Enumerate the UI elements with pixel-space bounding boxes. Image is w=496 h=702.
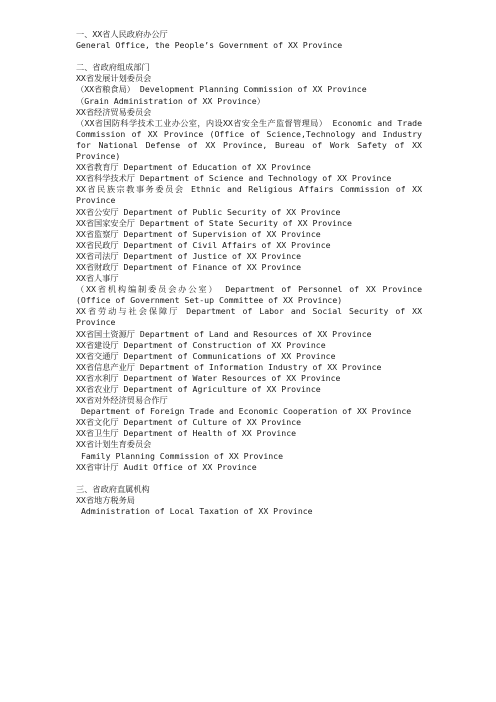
entry-line: XX省水利厅 Department of Water Resources of XX Province (76, 372, 341, 383)
entry-line: XX省教育厅 Department of Education of XX Province (76, 162, 311, 173)
section-heading: 三、省政府直属机构 (76, 483, 150, 494)
entry-line: XX省地方税务局 (76, 494, 135, 505)
entry-line: XX省计划生育委员会 (76, 439, 152, 450)
section-gap (76, 473, 422, 484)
entry-line: （Grain Administration of XX Province） (76, 95, 265, 106)
entry-line: Family Planning Commission of XX Province (76, 450, 284, 461)
entry-line: Administration of Local Taxation of XX Province (76, 506, 313, 517)
entry-line: XX省交通厅 Department of Communications of XX Province (76, 350, 336, 361)
entry-line: XX省司法厅 Department of Justice of XX Province (76, 250, 301, 261)
entry-line: XX省对外经济贸易合作厅 (76, 395, 168, 406)
entry-line: （XX省国防科学技术工业办公室，内设XX省安全生产监督管理局） Economic and Trade Commission of XX Province (Office of Science,Technology and Industry for National Defense of XX Province, Bureau of Work Safety of XX Province) (76, 117, 427, 162)
section-2 (76, 62, 427, 472)
entry-line: XX省信息产业厅 Department of Information Industry of XX Province (76, 361, 382, 372)
section-1 (76, 29, 422, 51)
entry-line: XX省科学技术厅 Department of Science and Technology of XX Province (76, 173, 392, 184)
entry-line: XX省经济贸易委员会 (76, 106, 152, 117)
entry-line: General Office, the People’s Government of XX Province (76, 40, 343, 51)
entry-line: （XX省机构编制委员会办公室） Department of Personnel of XX Province (Office of Government Set-up Committee of XX Province) (76, 284, 427, 306)
entry-line: XX省劳动与社会保障厅 Department of Labor and Social Security of XX Province (76, 306, 427, 328)
section-heading: 二、省政府组成部门 (76, 62, 150, 73)
entry-line: XX省民族宗教事务委员会 Ethnic and Religious Affairs Commission of XX Province (76, 184, 427, 206)
entry-line: Department of Foreign Trade and Economic Cooperation of XX Province (76, 406, 412, 417)
entry-line: XX省国土资源厅 Department of Land and Resources of XX Province (76, 328, 372, 339)
entry-line: XX省建设厅 Department of Construction of XX Province (76, 339, 326, 350)
entry-line: XX省文化厅 Department of Culture of XX Province (76, 417, 301, 428)
document-page (76, 29, 427, 517)
entry-line: XX省国家安全厅 Department of State Security of XX Province (76, 217, 352, 228)
entry-line: XX省农业厅 Department of Agriculture of XX Province (76, 384, 321, 394)
entry-line: XX省发展计划委员会 (76, 73, 152, 84)
section-heading: 一、XX省人民政府办公厅 (76, 29, 168, 39)
entry-line: XX省公安厅 Department of Public Security of XX Province (76, 206, 341, 217)
entry-line: （XX省粮食局） Development Planning Commission of XX Province (76, 84, 367, 95)
entry-line: XX省人事厅 (76, 273, 119, 284)
entry-line: XX省卫生厅 Department of Health of XX Province (76, 428, 297, 439)
entry-line: XX省民政厅 Department of Civil Affairs of XX Province (76, 239, 331, 250)
entry-line: XX省审计厅 Audit Office of XX Province (76, 461, 257, 472)
entry-line: XX省财政厅 Department of Finance of XX Province (76, 261, 301, 272)
section-3 (76, 484, 422, 517)
entry-line: XX省监察厅 Department of Supervision of XX Province (76, 228, 321, 239)
section-gap (76, 51, 422, 62)
